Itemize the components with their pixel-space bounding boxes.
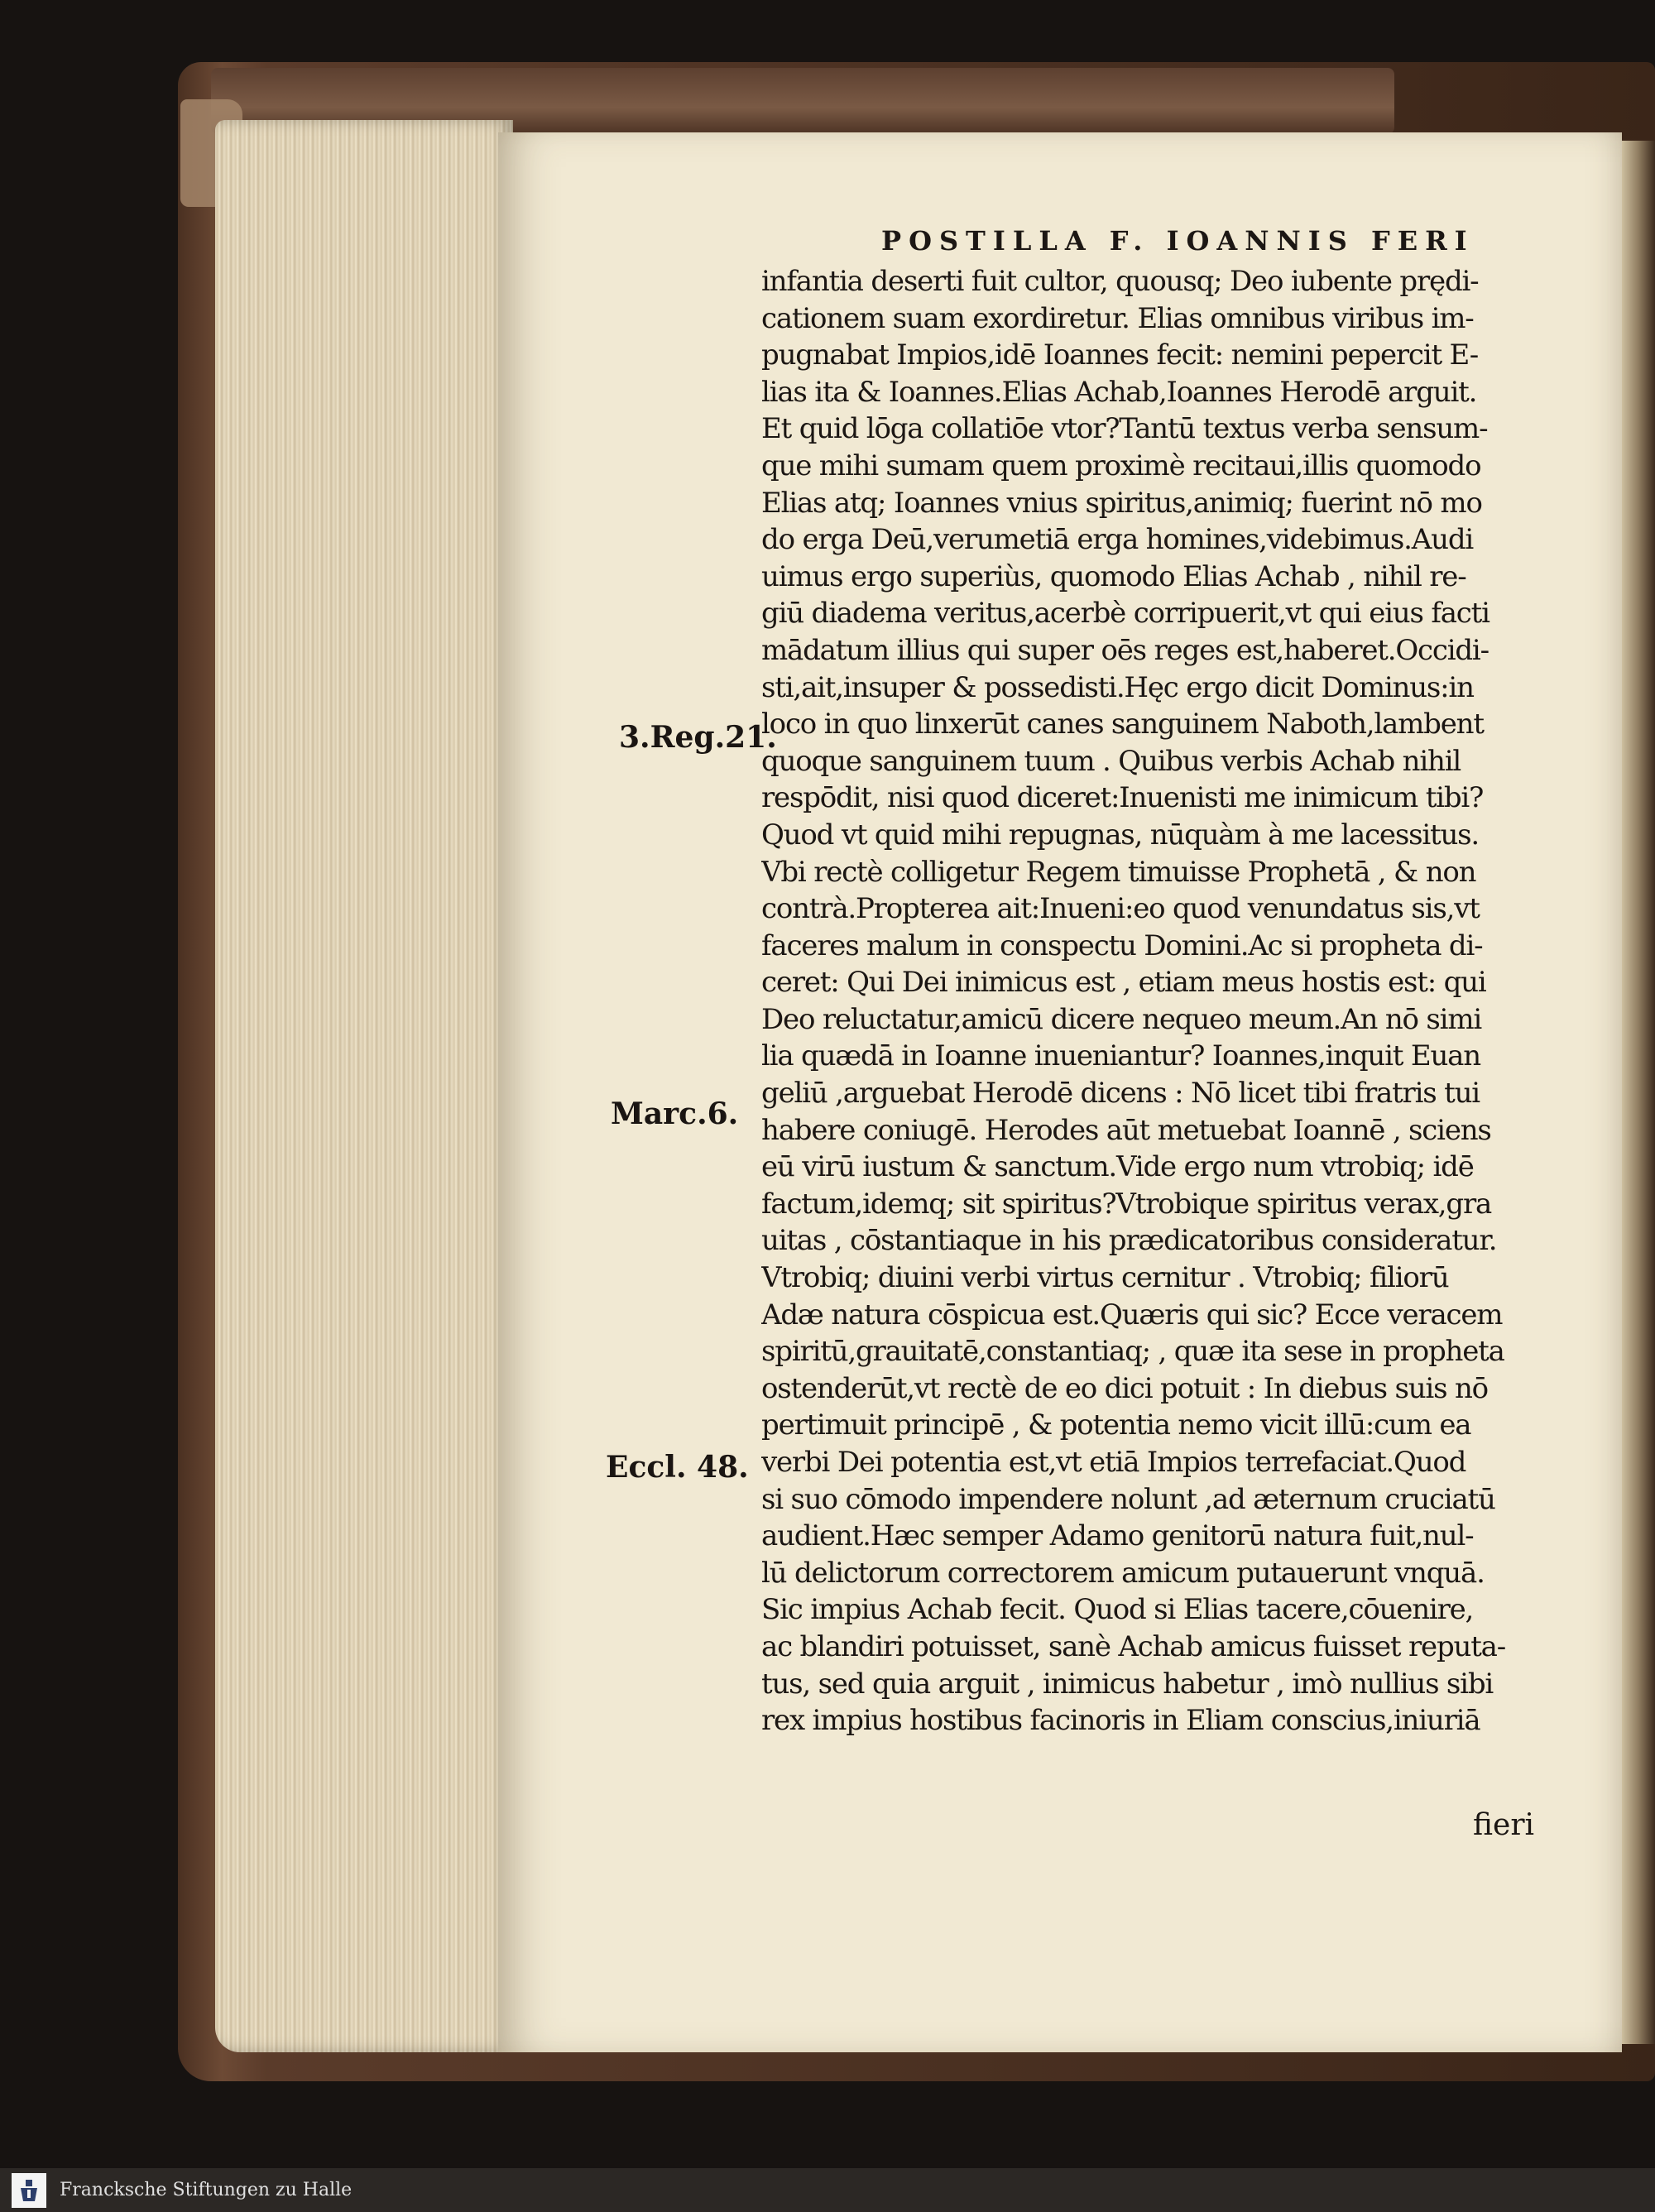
text-line: Deo reluctatur,amicū dicere nequeo meum.An nō simi bbox=[761, 1002, 1482, 1036]
marginal-note: 3.Reg.21. bbox=[619, 720, 777, 755]
text-line: pugnabat Impios,idē Ioannes fecit: nemini pepercit E- bbox=[761, 338, 1479, 372]
text-line: Adæ natura cōspicua est.Quæris qui sic? Ecce veracem bbox=[761, 1298, 1503, 1332]
text-line: lū delictorum correctorem amicum putauerunt vnquā. bbox=[761, 1556, 1485, 1590]
text-line: ostenderūt,vt rectè de eo dici potuit : In diebus suis nō bbox=[761, 1371, 1488, 1405]
archive-name: Francksche Stiftungen zu Halle bbox=[60, 2180, 353, 2200]
text-line: si suo cōmodo impendere nolunt ,ad æternum cruciatū bbox=[761, 1482, 1495, 1516]
text-line: habere coniugē. Herodes aūt metuebat Ioannē , sciens bbox=[761, 1113, 1491, 1147]
text-line: mādatum illius qui super oēs reges est,haberet.Occidi- bbox=[761, 633, 1489, 667]
text-line: factum,idemq; sit spiritus?Vtrobique spiritus verax,gra bbox=[761, 1187, 1492, 1221]
text-line: ac blandiri potuisset, sanè Achab amicus fuisset reputa- bbox=[761, 1629, 1506, 1663]
text-line: pertimuit principē , & potentia nemo vicit illū:cum ea bbox=[761, 1408, 1471, 1442]
text-line: lia quædā in Ioanne inueniantur? Ioannes,inquit Euan bbox=[761, 1039, 1480, 1073]
text-line: infantia deserti fuit cultor, quousq; Deo iubente prędi- bbox=[761, 265, 1479, 298]
text-line: Vbi rectè colligetur Regem timuisse Prophetā , & non bbox=[761, 855, 1476, 889]
text-line: eū virū iustum & sanctum.Vide ergo num vtrobiq; idē bbox=[761, 1150, 1474, 1184]
text-line: Quod vt quid mihi repugnas, nūquàm à me lacessitus. bbox=[761, 818, 1480, 852]
marginal-note: Eccl. 48. bbox=[606, 1450, 749, 1485]
text-line: respōdit, nisi quod diceret:Inuenisti me inimicum tibi? bbox=[761, 781, 1484, 815]
catchword: fieri bbox=[1473, 1808, 1535, 1842]
text-line: lias ita & Ioannes.Elias Achab,Ioannes Herodē arguit. bbox=[761, 375, 1477, 409]
text-line: spiritū,grauitatē,constantiaq; , quæ ita sese in propheta bbox=[761, 1335, 1504, 1369]
text-line: do erga Deū,verumetiā erga homines,videbimus.Audi bbox=[761, 523, 1474, 557]
viewer-footer bbox=[0, 2168, 1655, 2212]
text-line: giū diadema veritus,acerbè corripuerit,vt qui eius facti bbox=[761, 597, 1490, 631]
text-line: sti,ait,insuper & possedisti.Hęc ergo dicit Dominus:in bbox=[761, 670, 1474, 704]
page-edges bbox=[215, 120, 513, 2052]
text-line: que mihi sumam quem proximè recitaui,illis quomodo bbox=[761, 449, 1481, 482]
text-line: loco in quo linxerūt canes sanguinem Naboth,lambent bbox=[761, 708, 1484, 741]
text-line: rex impius hostibus facinoris in Eliam conscius,iniuriā bbox=[761, 1704, 1480, 1738]
text-line: Sic impius Achab fecit. Quod si Elias tacere,cōuenire, bbox=[761, 1593, 1474, 1627]
text-line: ceret: Qui Dei inimicus est , etiam meus hostis est: qui bbox=[761, 966, 1486, 1000]
text-line: Et quid lōga collatiōe vtor?Tantū textus verba sensum- bbox=[761, 412, 1488, 446]
body-text bbox=[761, 263, 1543, 1739]
text-line: Elias atq; Ioannes vnius spiritus,animiq; fuerint nō mo bbox=[761, 486, 1482, 520]
text-line: contrà.Propterea ait:Inueni:eo quod venundatus sis,vt bbox=[761, 892, 1480, 926]
text-line: uitas , cōstantiaque in his prædicatoribus consideratur. bbox=[761, 1224, 1497, 1258]
marginal-note: Marc.6. bbox=[611, 1096, 739, 1131]
text-line: cationem suam exordiretur. Elias omnibus viribus im- bbox=[761, 301, 1474, 335]
text-line: verbi Dei potentia est,vt etiā Impios terrefaciat.Quod bbox=[761, 1446, 1466, 1479]
text-line: audient.Hæc semper Adamo genitorū natura fuit,nul- bbox=[761, 1519, 1474, 1553]
page-gutter bbox=[1622, 141, 1655, 2044]
text-line: uimus ergo superiùs, quomodo Elias Achab , nihil re- bbox=[761, 559, 1466, 593]
text-line: tus, sed quia arguit , inimicus habetur , imò nullius sibi bbox=[761, 1667, 1494, 1701]
text-line: faceres malum in conspectu Domini.Ac si propheta di- bbox=[761, 928, 1483, 962]
text-line: Vtrobiq; diuini verbi virtus cernitur . Vtrobiq; filiorū bbox=[761, 1261, 1449, 1295]
text-line: geliū ,arguebat Herodē dicens : Nō licet tibi fratris tui bbox=[761, 1077, 1480, 1111]
running-head: POSTILLA F. IOANNIS FERI bbox=[881, 225, 1475, 257]
text-line: quoque sanguinem tuum . Quibus verbis Achab nihil bbox=[761, 744, 1461, 778]
archive-logo-icon bbox=[12, 2173, 46, 2208]
